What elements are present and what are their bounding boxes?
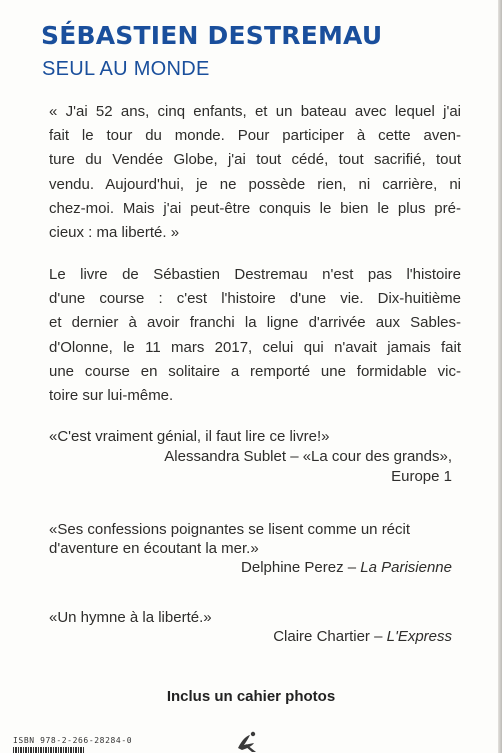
review-dash: – — [343, 559, 361, 576]
blurb-quote-line: chez-moi. Mais j'ai peut-être conquis le bien le plus pré- — [49, 199, 461, 217]
blurb-quote-line: fait le tour du monde. Pour participer à cette aven- — [49, 127, 461, 145]
description-line: d'une course : c'est l'histoire d'une vie. Dix-huitième — [49, 290, 461, 308]
description-line: toire sur lui-même. — [49, 387, 174, 405]
review-dash: – — [369, 628, 387, 645]
review-quote — [49, 520, 410, 558]
blurb-quote-line: vendu. Aujourd'hui, je ne possède rien, ni carrière, ni — [49, 175, 461, 193]
review-quote-line: d'aventure en écoutant la mer.» — [49, 540, 259, 557]
publisher-logo-icon — [232, 730, 268, 753]
blurb-quote — [49, 100, 461, 245]
review-quote: «C'est vraiment génial, il faut lire ce livre!» — [49, 428, 330, 445]
review-source-line2: Europe 1 — [391, 468, 452, 485]
review-source: «La cour des grands», — [302, 448, 452, 465]
review-quote: «Un hymne à la liberté.» — [49, 609, 212, 626]
review-quote-line: «Ses confessions poignantes se lisent comme un récit — [49, 521, 411, 538]
review-attribution — [164, 447, 452, 487]
photos-note: Inclus un cahier photos — [166, 688, 336, 705]
review-attribution — [273, 627, 452, 647]
blurb-quote-line: « J'ai 52 ans, cinq enfants, et un bateau avec lequel j'ai — [49, 103, 461, 120]
cover-edge — [498, 0, 502, 753]
review-dash: – — [286, 448, 303, 465]
description-line: une course en solitaire a remporté une formidable vic- — [49, 362, 461, 380]
description-line: d'Olonne, le 11 mars 2017, celui qui n'avait jamais fait — [49, 338, 461, 356]
book-title: SEUL AU MONDE — [42, 58, 210, 80]
review-author: Claire Chartier — [273, 628, 370, 645]
review-source: L'Express — [386, 628, 452, 645]
review-author: Delphine Perez — [241, 559, 344, 576]
review-source: La Parisienne — [360, 559, 452, 576]
author-name: SÉBASTIEN DESTREMAU — [41, 21, 383, 50]
review-attribution — [241, 558, 452, 578]
description-line: Le livre de Sébastien Destremau n'est pas l'histoire — [49, 266, 461, 283]
barcode — [13, 747, 85, 753]
blurb-quote-line: cieux : ma liberté. » — [49, 224, 180, 242]
description-line: et dernier à avoir franchi la ligne d'arrivée aux Sables- — [49, 314, 461, 332]
blurb-quote-line: ture du Vendée Globe, j'ai tout cédé, tout sacrifié, tout — [49, 151, 461, 169]
isbn-label: ISBN 978-2-266-28284-0 — [13, 736, 133, 745]
book-description — [49, 263, 461, 408]
review-author: Alessandra Sublet — [164, 448, 287, 465]
